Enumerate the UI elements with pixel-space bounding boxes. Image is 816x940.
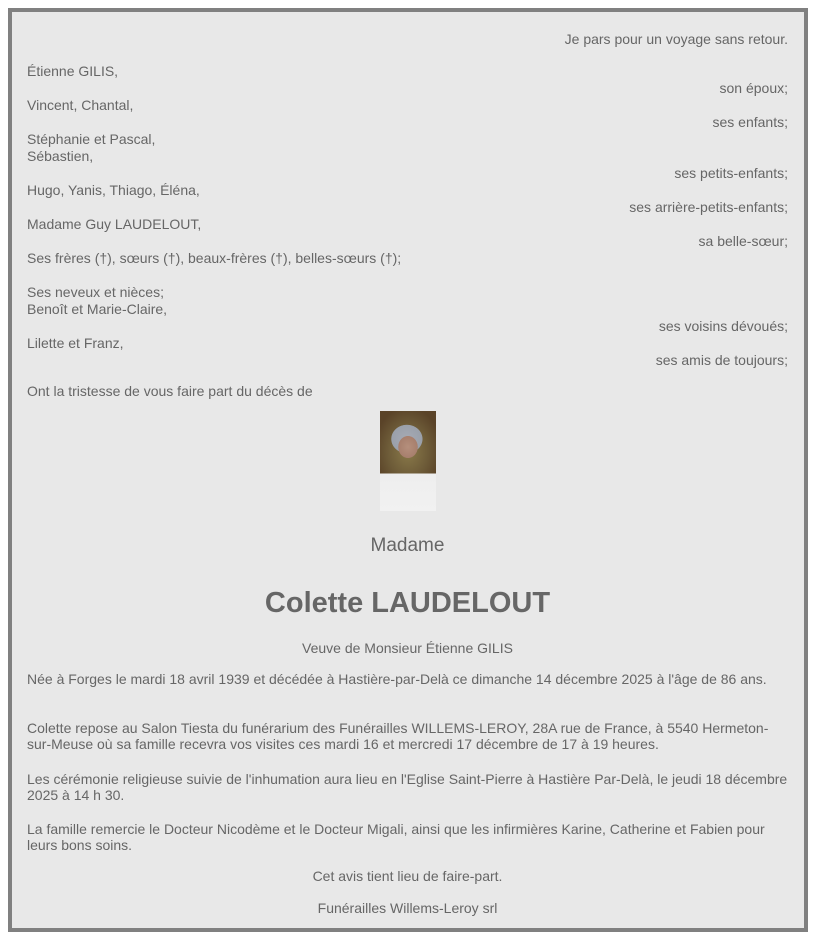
family-name: Ses frères (†), sœurs (†), beaux-frères (†), belles-sœurs (†);: [27, 250, 402, 266]
deceased-name: Colette LAUDELOUT: [264, 587, 551, 619]
family-name: Madame Guy LAUDELOUT,: [27, 216, 202, 232]
obituary-card: [8, 8, 808, 932]
footer-notice: Cet avis tient lieu de faire-part.: [312, 868, 503, 884]
family-relation: ses arrière-petits-enfants;: [629, 199, 788, 215]
deceased-title: Madame: [370, 535, 445, 556]
widow-of: Veuve de Monsieur Étienne GILIS: [302, 640, 513, 656]
family-relation: ses voisins dévoués;: [658, 318, 788, 334]
family-relation: ses enfants;: [712, 114, 788, 130]
family-name: Ses neveux et nièces;: [27, 284, 164, 300]
paragraph-visitation: Colette repose au Salon Tiesta du funérarium des Funérailles WILLEMS-LEROY, 28A rue de France, à 5540 Hermeton-sur-Meuse où sa famille recevra vos visites ces mardi 16 et mercredi 17 décembre de 17 à 19 heures.: [27, 720, 769, 752]
announcement: Ont la tristesse de vous faire part du décès de: [27, 383, 313, 399]
paragraph-birth-death: Née à Forges le mardi 18 avril 1939 et décédée à Hastière-par-Delà ce dimanche 14 décembre 2025 à l'âge de 86 ans.: [27, 671, 767, 687]
family-relation: ses petits-enfants;: [674, 165, 788, 181]
paragraph-ceremony: Les cérémonie religieuse suivie de l'inhumation aura lieu en l'Eglise Saint-Pierre à Hastière Par-Delà, le jeudi 18 décembre 2025 à 14 h 30.: [27, 771, 788, 803]
family-name: Stéphanie et Pascal,: [27, 131, 156, 147]
epigraph: Je pars pour un voyage sans retour.: [564, 31, 788, 47]
family-name: Sébastien,: [27, 148, 94, 164]
portrait-photo: [380, 411, 436, 511]
family-name: Vincent, Chantal,: [27, 97, 134, 113]
paragraph-thanks: La famille remercie le Docteur Nicodème et le Docteur Migali, ainsi que les infirmières Karine, Catherine et Fabien pour leurs bons soins.: [27, 821, 765, 853]
family-name: Benoît et Marie-Claire,: [27, 301, 168, 317]
family-relation: ses amis de toujours;: [655, 352, 788, 368]
family-relation: son époux;: [719, 80, 788, 96]
footer-company: Funérailles Willems-Leroy srl: [317, 900, 498, 916]
family-name: Hugo, Yanis, Thiago, Éléna,: [27, 182, 200, 198]
family-relation: sa belle-sœur;: [698, 233, 788, 249]
family-name: Lilette et Franz,: [27, 335, 124, 351]
family-name: Étienne GILIS,: [27, 63, 119, 79]
